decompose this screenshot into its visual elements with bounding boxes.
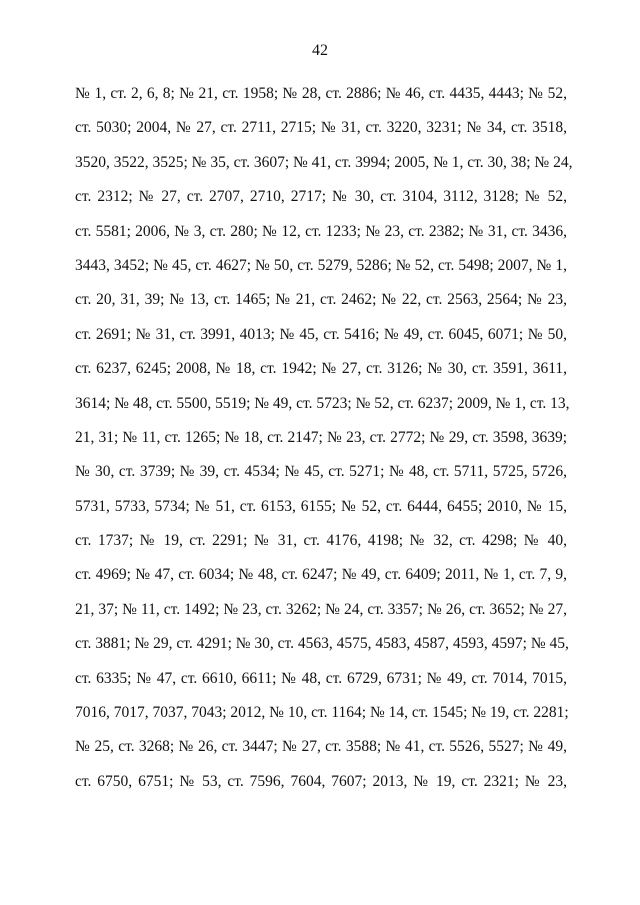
text-line: 3520, 3522, 3525; № 35, ст. 3607; № 41, ст. 3994; 2005, № 1, ст. 30, 38; № 24, — [75, 153, 573, 171]
text-line: 3443, 3452; № 45, ст. 4627; № 50, ст. 5279, 5286; № 52, ст. 5498; 2007, № 1, — [75, 256, 567, 274]
body-text — [75, 77, 573, 799]
page-number: 42 — [312, 42, 328, 59]
text-line: ст. 6237, 6245; 2008, № 18, ст. 1942; № 27, ст. 3126; № 30, ст. 3591, 3611, — [75, 360, 567, 378]
text-line: ст. 5581; 2006, № 3, ст. 280; № 12, ст. 1233; № 23, ст. 2382; № 31, ст. 3436, — [75, 222, 567, 240]
text-line: ст. 2312; № 27, ст. 2707, 2710, 2717; № 30, ст. 3104, 3112, 3128; № 52, — [75, 188, 567, 206]
text-line: ст. 2691; № 31, ст. 3991, 4013; № 45, ст. 5416; № 49, ст. 6045, 6071; № 50, — [75, 325, 567, 343]
text-line: ст. 6335; № 47, ст. 6610, 6611; № 48, ст. 6729, 6731; № 49, ст. 7014, 7015, — [75, 669, 567, 687]
text-line: ст. 6750, 6751; № 53, ст. 7596, 7604, 7607; 2013, № 19, ст. 2321; № 23, — [75, 772, 567, 790]
text-line: ст. 4969; № 47, ст. 6034; № 48, ст. 6247; № 49, ст. 6409; 2011, № 1, ст. 7, 9, — [75, 566, 567, 584]
text-line: ст. 1737; № 19, ст. 2291; № 31, ст. 4176, 4198; № 32, ст. 4298; № 40, — [75, 532, 567, 550]
text-line: ст. 20, 31, 39; № 13, ст. 1465; № 21, ст. 2462; № 22, ст. 2563, 2564; № 23, — [75, 291, 567, 309]
text-line: 21, 31; № 11, ст. 1265; № 18, ст. 2147; № 23, ст. 2772; № 29, ст. 3598, 3639; — [75, 428, 567, 446]
text-line: № 25, ст. 3268; № 26, ст. 3447; № 27, ст. 3588; № 41, ст. 5526, 5527; № 49, — [75, 738, 567, 756]
text-line: № 30, ст. 3739; № 39, ст. 4534; № 45, ст. 5271; № 48, ст. 5711, 5725, 5726, — [75, 463, 567, 481]
text-line: ст. 5030; 2004, № 27, ст. 2711, 2715; № 31, ст. 3220, 3231; № 34, ст. 3518, — [75, 119, 567, 137]
text-line: ст. 3881; № 29, ст. 4291; № 30, ст. 4563, 4575, 4583, 4587, 4593, 4597; № 45, — [75, 635, 569, 653]
text-line: 7016, 7017, 7037, 7043; 2012, № 10, ст. 1164; № 14, ст. 1545; № 19, ст. 2281; — [75, 704, 569, 722]
text-line: 21, 37; № 11, ст. 1492; № 23, ст. 3262; № 24, ст. 3357; № 26, ст. 3652; № 27, — [75, 600, 567, 618]
text-line: № 1, ст. 2, 6, 8; № 21, ст. 1958; № 28, ст. 2886; № 46, ст. 4435, 4443; № 52, — [75, 85, 567, 102]
text-line: 5731, 5733, 5734; № 51, ст. 6153, 6155; № 52, ст. 6444, 6455; 2010, № 15, — [75, 497, 567, 515]
text-line: 3614; № 48, ст. 5500, 5519; № 49, ст. 5723; № 52, ст. 6237; 2009, № 1, ст. 13, — [75, 394, 570, 412]
